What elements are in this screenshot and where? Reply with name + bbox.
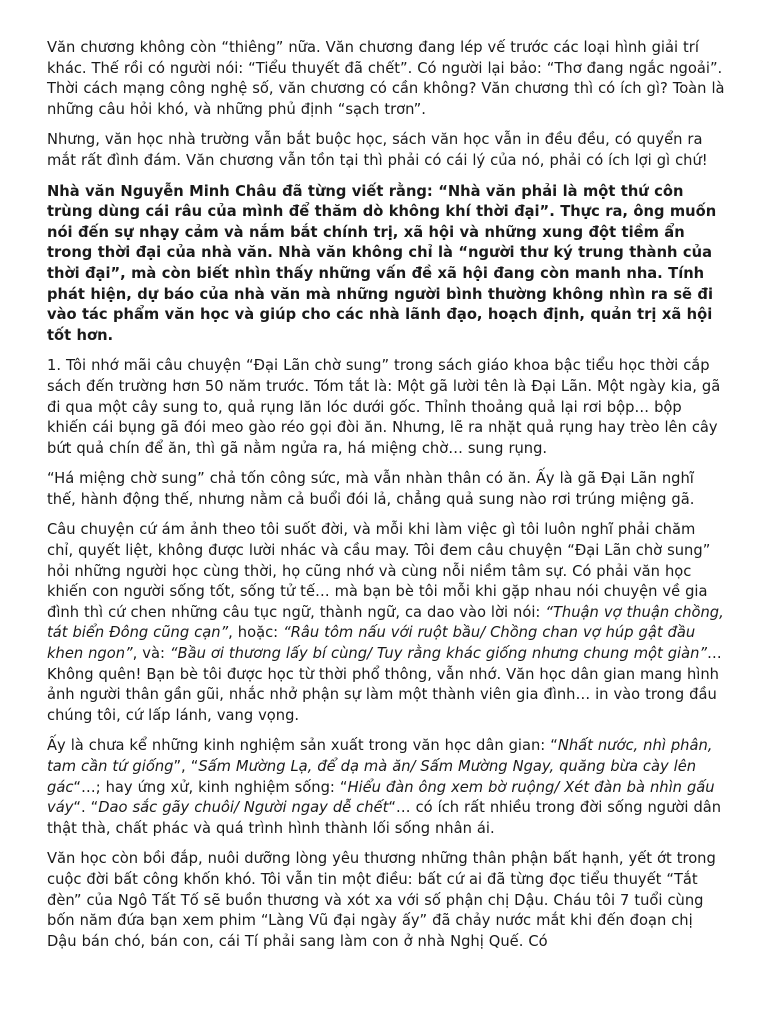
paragraph xyxy=(47,849,726,952)
text-run: “… có ích rất nhiều trong đời sống người dân thật thà, chất phác và quá trình hình thành lối sống nhân ái. xyxy=(47,799,722,837)
text-run: Nhưng, văn học nhà trường vẫn bắt buộc học, sách văn học vẫn in đều đều, có quyển ra mắt rất đình đám. Văn chương vẫn tồn tại thì phải có cái lý của nó, phải có ích lợi gì chứ! xyxy=(47,131,708,169)
paragraph xyxy=(47,130,726,171)
text-run: “Há miệng chờ sung” chả tốn công sức, mà vẫn nhàn thân có ăn. Ấy là gã Đại Lãn nghĩ thế, hành động thế, nhưng nằm cả buổi đói lả, chẳng quả sung nào rơi trúng miệng gã. xyxy=(47,470,695,508)
text-run: 1. Tôi nhớ mãi câu chuyện “Đại Lãn chờ sung” trong sách giáo khoa bậc tiểu học thời cắp sách đến trường hơn 50 năm trước. Tóm tắt là: Một gã lười tên là Đại Lãn. Một ngày kia, gã đi qua một cây sung to, quả rụng lăn lóc dưới gốc. Thỉnh thoảng quả lại rơi bộp… bộp khiến cái bụng gã đói meo gào réo gọi đòi ăn. Nhưng, lẽ ra nhặt quả rụng hay trèo lên cây bứt quả chín để ăn, thì gã nằm ngửa ra, há miệng chờ… sung rụng. xyxy=(47,357,721,457)
italic-quote: Nhất nước, nhì phân, tam cần tứ giống xyxy=(47,737,713,775)
text-run: , và: xyxy=(132,645,170,663)
text-run: Văn học còn bồi đắp, nuôi dưỡng lòng yêu thương những thân phận bất hạnh, yết ớt trong cuộc đời bất công khốn khó. Tôi vẫn tin một điều: bất cứ ai đã từng đọc tiểu thuyết “Tắt đèn” của Ngô Tất Tố sẽ buồn thương và xót xa với số phận chị Dậu. Cháu tôi 7 tuổi cùng bốn năm đứa bạn xem phim “Làng Vũ đại ngày ấy” đã chảy nước mắt khi đến đoạn chị Dậu bán chó, bán con, cái Tí phải sang làm con ở nhà Nghị Quế. Có xyxy=(47,850,716,950)
italic-quote: Sấm Mường Lạ, để dạ mà ăn/ Sấm Mường Ngay, quăng bừa cày lên gác xyxy=(47,758,697,796)
document-body xyxy=(47,38,726,952)
text-run: Văn chương không còn “thiêng” nữa. Văn chương đang lép vế trước các loại hình giải trí khác. Thế rồi có người nói: “Tiểu thuyết đã chết”. Có người lại bảo: “Thơ đang ngắc ngoải”. Thời cách mạng công nghệ số, văn chương có cần không? Văn chương thì có ích gì? Toàn là những câu hỏi khó, và những phủ định “sạch trơn”. xyxy=(47,39,725,118)
paragraph xyxy=(47,38,726,120)
text-run: … Không quên! Bạn bè tôi được học từ thời phổ thông, vẫn nhớ. Văn học dân gian mang hình ảnh người thân gần gũi, nhắc nhở phận sự làm một thành viên gia đình… in vào trong đầu chúng tôi, cứ lấp lánh, vang vọng. xyxy=(47,645,722,724)
text-run: “. “ xyxy=(73,799,99,817)
paragraph xyxy=(47,182,726,347)
italic-quote: Dao sắc gãy chuôi/ Người ngay dễ chết xyxy=(98,799,389,817)
text-run: Câu chuyện cứ ám ảnh theo tôi suốt đời, và mỗi khi làm việc gì tôi luôn nghĩ phải chăm chỉ, quyết liệt, không được lười nhác và cầu may. Tôi đem câu chuyện “Đại Lãn chờ sung” hỏi những người học cùng thời, họ cũng nhớ và cùng nỗi niềm tâm sự. Có phải văn học khiến con người sống tốt, sống tử tế… mà bạn bè tôi mỗi khi gặp nhau nói chuyện về gia đình thì cứ chen những câu tục ngữ, thành ngữ, ca dao vào lời nói: xyxy=(47,521,711,621)
italic-quote: “Râu tôm nấu với ruột bầu/ Chồng chan vợ húp gật đầu khen ngon” xyxy=(47,624,696,663)
italic-quote: Hiểu đàn ông xem bờ ruộng/ Xét đàn bà nhìn gấu váy xyxy=(47,778,715,817)
text-run: ”, “ xyxy=(173,758,199,775)
text-run: Ấy là chưa kể những kinh nghiệm sản xuất trong văn học dân gian: “ xyxy=(47,737,558,755)
italic-quote: “Thuận vợ thuận chồng, tát biển Đông cũng cạn” xyxy=(47,603,724,642)
text-run: Nhà văn Nguyễn Minh Châu đã từng viết rằng: “Nhà văn phải là một thứ côn trùng dùng cái râu của mình để thăm dò không khí thời đại”. Thực ra, ông muốn nói đến sự nhạy cảm và nắm bắt chính trị, xã hội và những xung đột tiềm ẩn trong thời đại của nhà văn. Nhà văn không chỉ là “người thư ký trung thành của thời đại”, mà còn biết nhìn thấy những vấn đề xã hội đang còn manh nha. Tính phát hiện, dự báo của nhà văn mà những người bình thường không nhìn ra sẽ đi vào tác phẩm văn học và giúp cho các nhà lãnh đạo, hoạch định, quản trị xã hội tốt hơn. xyxy=(47,182,717,344)
text-run: , hoặc: xyxy=(228,624,284,642)
paragraph xyxy=(47,356,726,459)
italic-quote: “Bầu ơi thương lấy bí cùng/ Tuy rằng khác giống nhưng chung một giàn” xyxy=(169,645,708,663)
paragraph xyxy=(47,520,726,726)
paragraph xyxy=(47,736,726,839)
text-run: “…; hay ứng xử, kinh nghiệm sống: “ xyxy=(73,778,348,796)
paragraph xyxy=(47,469,726,510)
